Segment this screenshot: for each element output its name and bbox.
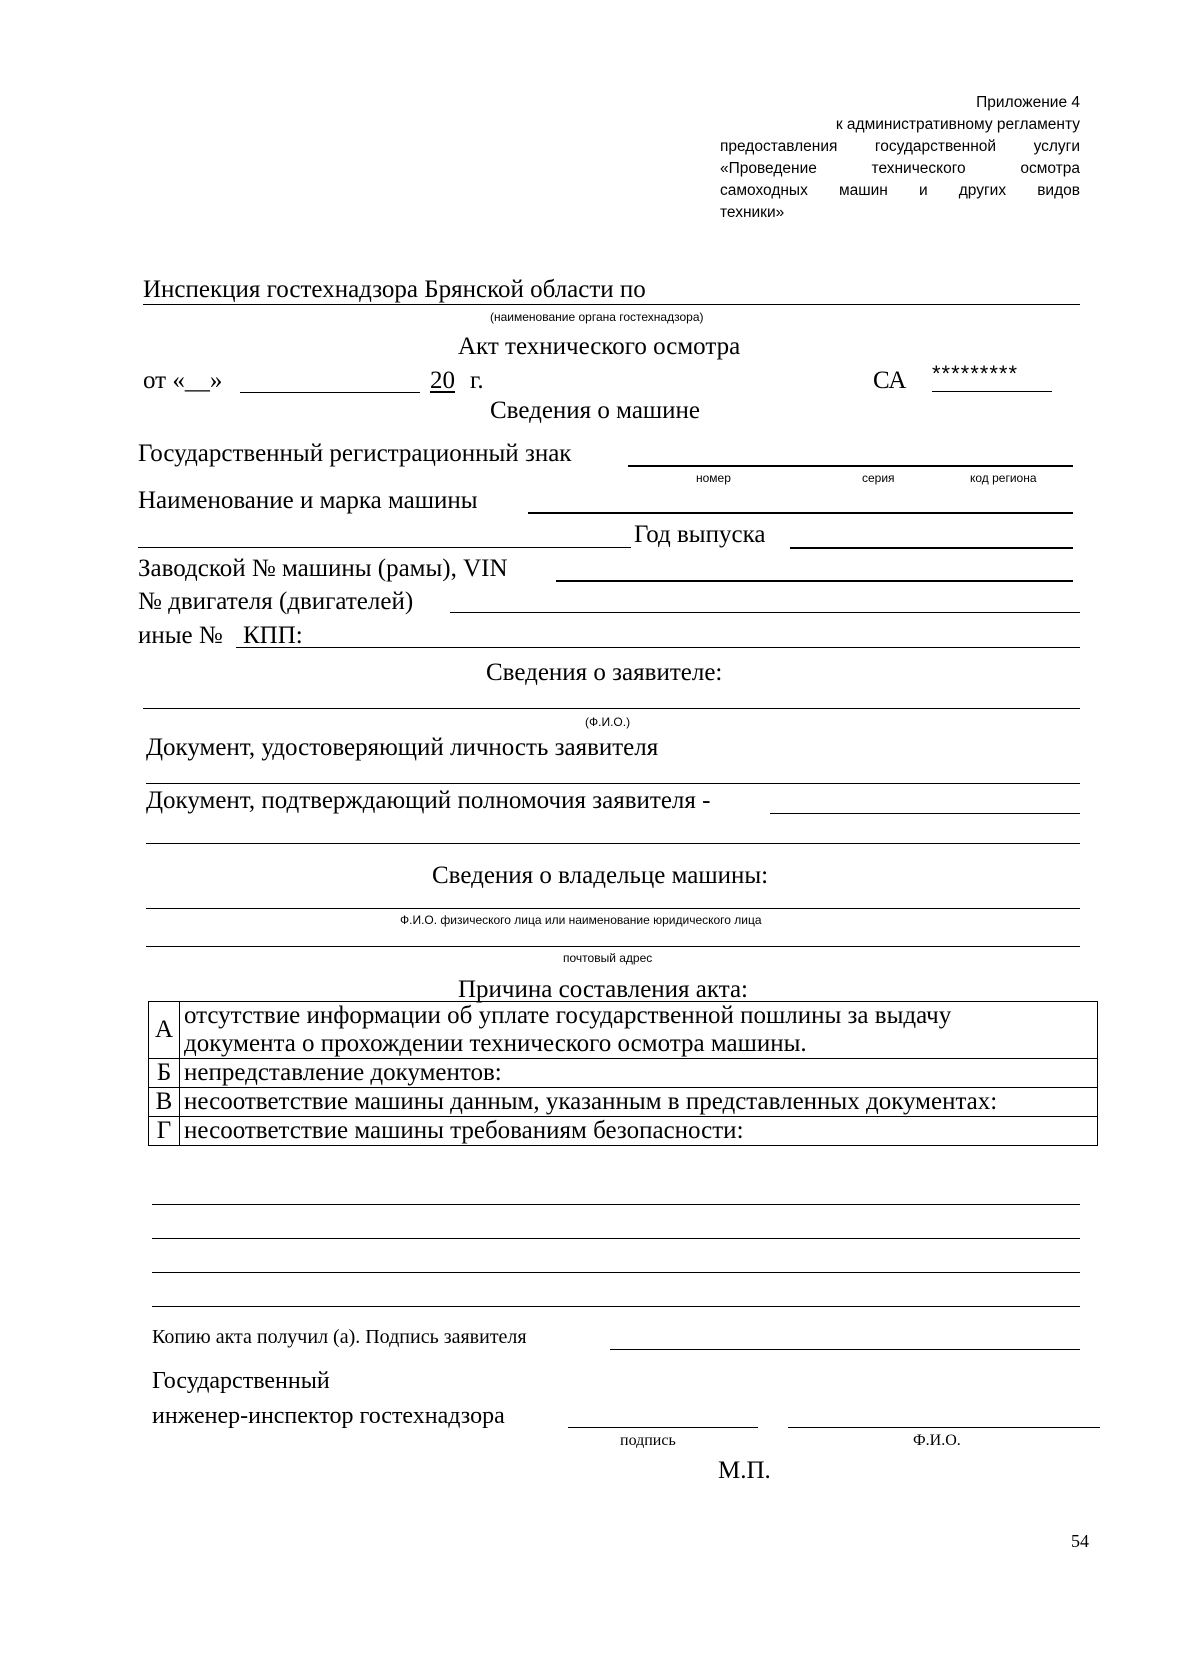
reason-text: несоответствие машины данным, указанным в представленных документах: <box>180 1088 1098 1117</box>
authority-caption: (наименование органа гостехнадзора) <box>490 310 704 324</box>
act-year-prefix: 20 <box>430 367 455 394</box>
applicant-signature-line[interactable] <box>610 1349 1080 1350</box>
year-label: Год выпуска <box>634 521 766 548</box>
inspector-title-line-1: Государственный <box>152 1368 330 1394</box>
serial-line[interactable] <box>556 580 1073 582</box>
reason-text: отсутствие информации об уплате государственной пошлины за выдачу документа о прохождении технического осмотра машины. <box>180 1002 1098 1059</box>
inspector-fio-line[interactable] <box>788 1427 1100 1428</box>
annex-word: государственной <box>874 138 997 155</box>
authority-text: Инспекция гостехнадзора Брянской области по <box>143 276 646 303</box>
reg-caption-number: номер <box>696 471 731 485</box>
reason-text: несоответствие машины требованиям безопасности: <box>180 1117 1098 1146</box>
year-line[interactable] <box>790 547 1073 549</box>
blank-line[interactable] <box>152 1238 1080 1239</box>
annex-word: «Проведение <box>720 160 817 177</box>
reason-row[interactable] <box>149 1088 1098 1117</box>
machine-name-line-2[interactable] <box>138 547 631 548</box>
act-number: ********* <box>932 361 1019 386</box>
reason-row[interactable] <box>149 1002 1098 1059</box>
annex-word: услуги <box>1033 138 1080 155</box>
reg-caption-region: код региона <box>970 471 1037 485</box>
annex-line-2: к административному регламенту <box>835 116 1080 133</box>
act-date-month-line[interactable] <box>240 392 420 393</box>
owner-address-caption: почтовый адрес <box>563 951 653 965</box>
reason-key: Г <box>149 1117 180 1146</box>
inspector-title-line-2: инженер-инспектор гостехнадзора <box>152 1403 505 1429</box>
annex-line-3 <box>720 136 1080 158</box>
blank-line[interactable] <box>152 1272 1080 1273</box>
signature-caption: подпись <box>620 1432 676 1449</box>
authority-underline <box>143 304 1080 305</box>
owner-name-caption: Ф.И.О. физического лица или наименование юридического лица <box>400 913 762 927</box>
reasons-table <box>148 1001 1098 1146</box>
reg-sign-label: Государственный регистрационный знак <box>138 440 572 467</box>
annex-word: и <box>918 182 928 199</box>
applicant-fio-line[interactable] <box>143 708 1080 709</box>
annex-word: осмотра <box>1020 160 1080 177</box>
act-number-underline <box>932 391 1052 392</box>
act-title: Акт технического осмотра <box>458 333 741 360</box>
reg-sign-line[interactable] <box>628 465 1073 467</box>
reason-row[interactable] <box>149 1117 1098 1146</box>
engine-label: № двигателя (двигателей) <box>138 588 414 615</box>
reason-text: непредставление документов: <box>180 1059 1098 1088</box>
owner-address-line[interactable] <box>146 946 1080 947</box>
owner-heading: Сведения о владельце машины: <box>432 862 769 889</box>
applicant-heading: Сведения о заявителе: <box>486 659 723 686</box>
stamp-place: М.П. <box>718 1457 771 1484</box>
machine-name-label: Наименование и марка машины <box>138 487 478 514</box>
annex-line-6: техники» <box>720 204 785 221</box>
annex-word: видов <box>1037 182 1080 199</box>
annex-header <box>720 92 1080 224</box>
id-document-line[interactable] <box>146 783 1080 784</box>
annex-word: других <box>958 182 1007 199</box>
annex-word: самоходных <box>720 182 808 199</box>
reason-key: В <box>149 1088 180 1117</box>
act-date-prefix: от «__» <box>143 367 223 394</box>
annex-line-5 <box>720 180 1080 202</box>
reasons-heading: Причина составления акта: <box>458 976 748 1003</box>
act-series-label: СА <box>873 367 907 394</box>
auth-document-line-2[interactable] <box>146 843 1080 844</box>
machine-name-line[interactable] <box>528 512 1073 514</box>
reason-row[interactable] <box>149 1059 1098 1088</box>
blank-line[interactable] <box>152 1306 1080 1307</box>
id-document-label: Документ, удостоверяющий личность заявителя <box>146 734 659 761</box>
other-numbers-prefix: иные № <box>138 622 223 649</box>
annex-word: предоставления <box>720 138 838 155</box>
annex-word: машин <box>838 182 888 199</box>
copy-received-label: Копию акта получил (а). Подпись заявителя <box>152 1326 527 1348</box>
machine-heading: Сведения о машине <box>490 397 701 424</box>
blank-line[interactable] <box>152 1204 1080 1205</box>
annex-word: технического <box>871 160 966 177</box>
page-number: 54 <box>1071 1531 1089 1551</box>
applicant-fio-caption: (Ф.И.О.) <box>585 715 631 729</box>
owner-name-line[interactable] <box>146 908 1080 909</box>
other-numbers-line[interactable] <box>236 647 1080 648</box>
reason-key: Б <box>149 1059 180 1088</box>
auth-document-line[interactable] <box>770 813 1080 814</box>
act-year-suffix: г. <box>470 367 484 394</box>
auth-document-label: Документ, подтверждающий полномочия заявителя - <box>146 787 711 814</box>
reason-key: А <box>149 1002 180 1059</box>
annex-line-4 <box>720 158 1080 180</box>
inspector-signature-line[interactable] <box>568 1427 758 1428</box>
serial-label: Заводской № машины (рамы), VIN <box>138 555 508 582</box>
fio-caption: Ф.И.О. <box>913 1432 961 1449</box>
other-numbers-kpp: КПП: <box>243 622 303 649</box>
annex-line-1: Приложение 4 <box>976 94 1080 111</box>
reg-caption-series: серия <box>862 471 895 485</box>
engine-line[interactable] <box>450 612 1080 613</box>
